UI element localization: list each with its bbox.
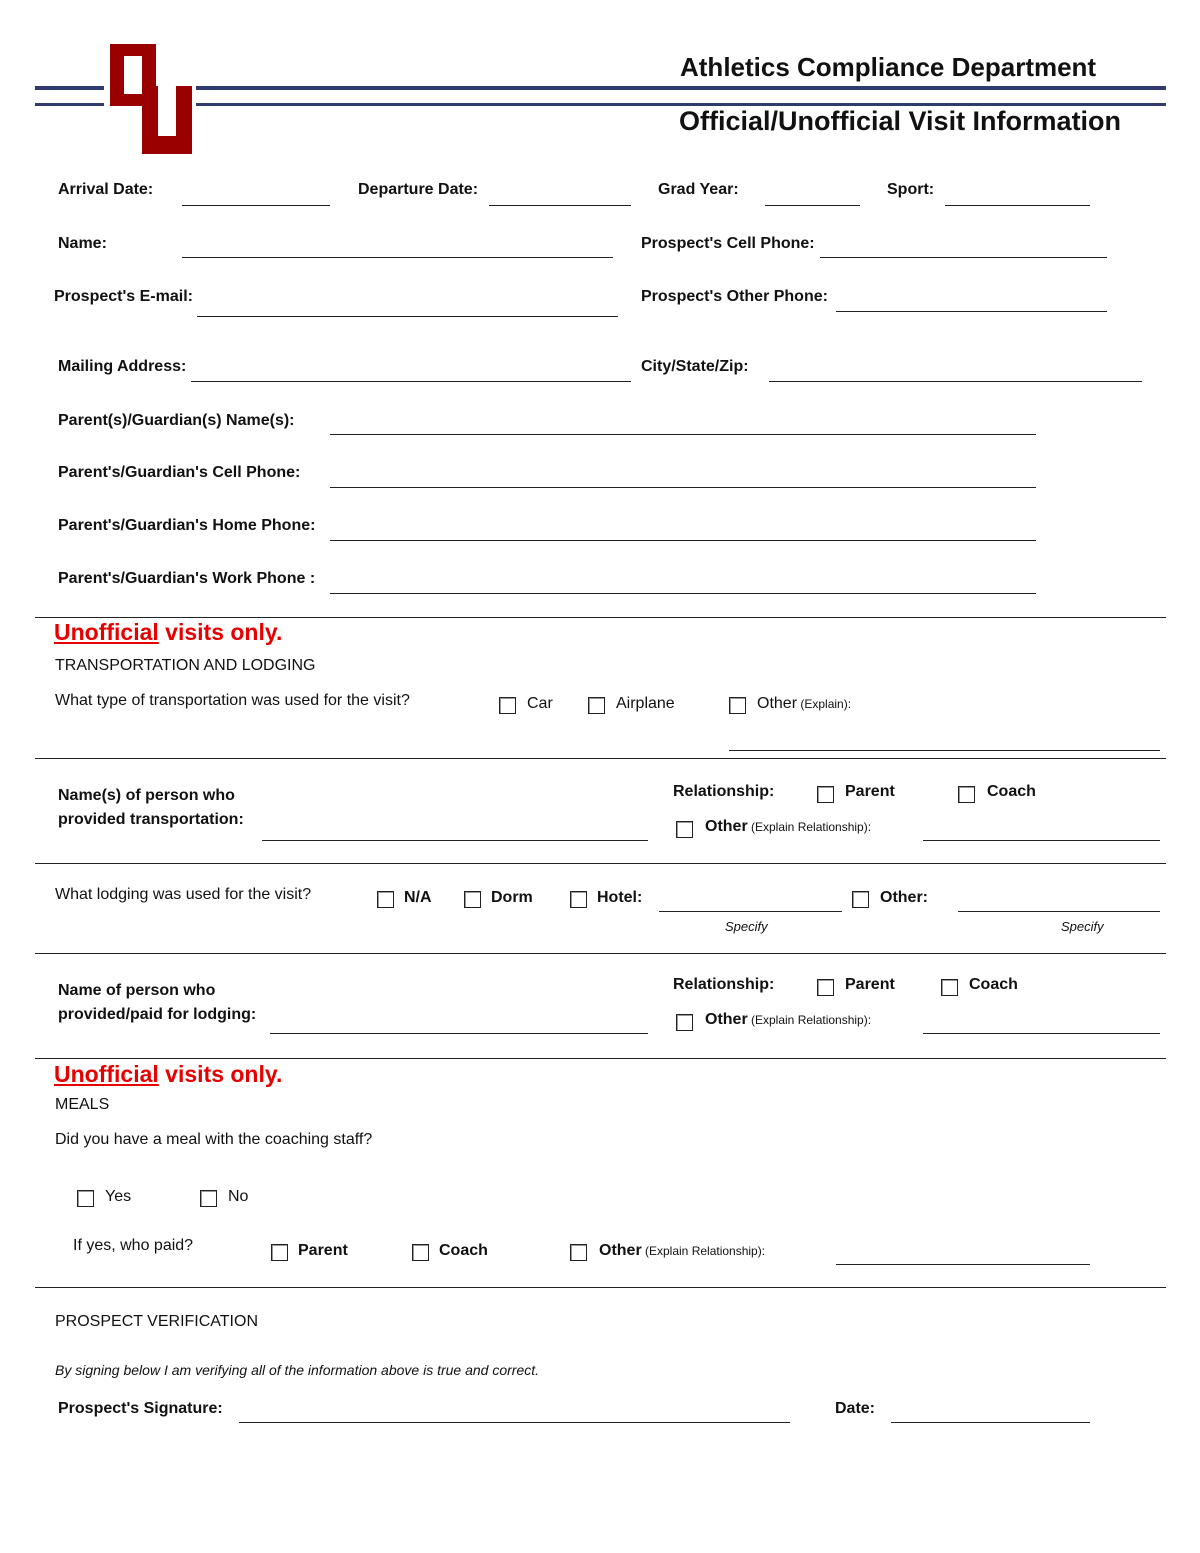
- transport-coach-checkbox[interactable]: [958, 786, 975, 803]
- lodging-relationship-label: Relationship:: [673, 976, 775, 993]
- meal-yes-label: Yes: [105, 1188, 132, 1205]
- city-state-zip-field[interactable]: [769, 381, 1142, 382]
- grad-year-label: Grad Year:: [658, 181, 739, 198]
- parent-cell-label: Parent's/Guardian's Cell Phone:: [58, 464, 301, 481]
- other-note: (Explain Relationship):: [641, 1244, 766, 1258]
- parent-work-label: Parent's/Guardian's Work Phone :: [58, 570, 316, 587]
- paid-coach-label: Coach: [439, 1242, 488, 1259]
- notice-keyword: Unofficial: [54, 619, 159, 645]
- lodging-hotel-checkbox[interactable]: [570, 891, 587, 908]
- verification-section-title: PROSPECT VERIFICATION: [55, 1313, 258, 1330]
- transport-provider-field[interactable]: [262, 840, 648, 841]
- lodging-provider-field[interactable]: [270, 1033, 648, 1034]
- email-label: Prospect's E-mail:: [54, 288, 193, 305]
- parent-cell-field[interactable]: [330, 487, 1036, 488]
- lodging-other-checkbox[interactable]: [852, 891, 869, 908]
- lodging-na-checkbox[interactable]: [377, 891, 394, 908]
- other-note: (Explain Relationship):: [747, 820, 872, 834]
- lodging-hotel-label: Hotel:: [597, 889, 643, 906]
- notice-keyword: Unofficial: [54, 1061, 159, 1087]
- transport-rel-other-checkbox[interactable]: [676, 821, 693, 838]
- verification-statement: By signing below I am verifying all of the information above is true and correct.: [55, 1362, 540, 1378]
- section-divider: [35, 953, 1166, 954]
- meal-yes-checkbox[interactable]: [77, 1190, 94, 1207]
- lodging-other-label: Other:: [880, 889, 928, 906]
- transport-coach-label: Coach: [987, 783, 1036, 800]
- meals-question: Did you have a meal with the coaching staff?: [55, 1131, 373, 1148]
- mailing-address-label: Mailing Address:: [58, 358, 187, 375]
- transport-provider-label-2: provided transportation:: [58, 811, 244, 828]
- arrival-date-field[interactable]: [182, 205, 330, 206]
- lodging-parent-label: Parent: [845, 976, 895, 993]
- transport-parent-label: Parent: [845, 783, 895, 800]
- other-text: Other: [705, 818, 748, 835]
- section-divider: [35, 617, 1166, 618]
- paid-parent-label: Parent: [298, 1242, 348, 1259]
- signature-date-label: Date:: [835, 1400, 876, 1417]
- transport-rel-other-field[interactable]: [923, 840, 1160, 841]
- arrival-date-label: Arrival Date:: [58, 181, 154, 198]
- lodging-coach-label: Coach: [969, 976, 1018, 993]
- lodging-parent-checkbox[interactable]: [817, 979, 834, 996]
- unofficial-notice-meals: [54, 1061, 282, 1088]
- who-paid-label: If yes, who paid?: [73, 1237, 194, 1254]
- mailing-address-field[interactable]: [191, 381, 631, 382]
- lodging-provider-label-2: provided/paid for lodging:: [58, 1006, 257, 1023]
- hotel-specify-hint: Specify: [725, 919, 768, 934]
- section-divider: [35, 758, 1166, 759]
- notice-rest: visits only.: [158, 619, 283, 645]
- transport-other-label: [757, 695, 851, 713]
- notice-rest: visits only.: [158, 1061, 283, 1087]
- lodging-na-label: N/A: [404, 889, 432, 906]
- transport-rel-other-label: [705, 818, 871, 836]
- cell-phone-field[interactable]: [820, 257, 1107, 258]
- transport-relationship-label: Relationship:: [673, 783, 775, 800]
- paid-parent-checkbox[interactable]: [271, 1244, 288, 1261]
- lodging-rel-other-label: [705, 1011, 871, 1029]
- meal-no-checkbox[interactable]: [200, 1190, 217, 1207]
- departure-date-field[interactable]: [489, 205, 631, 206]
- email-field[interactable]: [197, 316, 618, 317]
- lodging-dorm-checkbox[interactable]: [464, 891, 481, 908]
- grad-year-field[interactable]: [765, 205, 860, 206]
- paid-other-field[interactable]: [836, 1264, 1090, 1265]
- other-text: Other: [599, 1242, 642, 1259]
- other-note: (Explain Relationship):: [747, 1013, 872, 1027]
- other-specify-hint: Specify: [1061, 919, 1104, 934]
- other-phone-field[interactable]: [836, 311, 1107, 312]
- departure-date-label: Departure Date:: [358, 181, 479, 198]
- meal-no-label: No: [228, 1188, 249, 1205]
- signature-date-field[interactable]: [891, 1422, 1090, 1423]
- airplane-checkbox[interactable]: [588, 697, 605, 714]
- car-checkbox[interactable]: [499, 697, 516, 714]
- section-divider: [35, 1287, 1166, 1288]
- paid-coach-checkbox[interactable]: [412, 1244, 429, 1261]
- lodging-hotel-field[interactable]: [659, 911, 842, 912]
- sport-field[interactable]: [945, 205, 1090, 206]
- parent-names-label: Parent(s)/Guardian(s) Name(s):: [58, 412, 295, 429]
- department-title: Athletics Compliance Department: [680, 52, 1097, 82]
- parent-home-field[interactable]: [330, 540, 1036, 541]
- city-state-zip-label: City/State/Zip:: [641, 358, 749, 375]
- paid-other-label: [599, 1242, 765, 1260]
- lodging-question: What lodging was used for the visit?: [55, 886, 312, 903]
- transport-other-checkbox[interactable]: [729, 697, 746, 714]
- lodging-other-field[interactable]: [958, 911, 1160, 912]
- paid-other-checkbox[interactable]: [570, 1244, 587, 1261]
- parent-work-field[interactable]: [330, 593, 1036, 594]
- other-text: Other: [757, 695, 798, 712]
- lodging-rel-other-field[interactable]: [923, 1033, 1160, 1034]
- lodging-rel-other-checkbox[interactable]: [676, 1014, 693, 1031]
- cell-phone-label: Prospect's Cell Phone:: [641, 235, 815, 252]
- parent-home-label: Parent's/Guardian's Home Phone:: [58, 517, 316, 534]
- sport-label: Sport:: [887, 181, 935, 198]
- signature-label: Prospect's Signature:: [58, 1400, 223, 1417]
- name-label: Name:: [58, 235, 107, 252]
- transport-parent-checkbox[interactable]: [817, 786, 834, 803]
- other-phone-label: Prospect's Other Phone:: [641, 288, 828, 305]
- ou-logo: [104, 36, 196, 158]
- meals-section-title: MEALS: [55, 1096, 110, 1113]
- transportation-section-title: TRANSPORTATION AND LODGING: [55, 657, 316, 674]
- name-field[interactable]: [182, 257, 613, 258]
- lodging-dorm-label: Dorm: [491, 889, 533, 906]
- other-text: Other: [705, 1011, 748, 1028]
- car-label: Car: [527, 695, 553, 712]
- parent-names-field[interactable]: [330, 434, 1036, 435]
- section-divider: [35, 863, 1166, 864]
- transport-other-field[interactable]: [729, 750, 1160, 751]
- lodging-coach-checkbox[interactable]: [941, 979, 958, 996]
- form-title: Official/Unofficial Visit Information: [679, 106, 1122, 136]
- transport-question: What type of transportation was used for the visit?: [55, 692, 410, 709]
- signature-field[interactable]: [239, 1422, 790, 1423]
- lodging-provider-label-1: Name of person who: [58, 982, 216, 999]
- unofficial-notice-transport: [54, 619, 282, 646]
- header-rule-top: [35, 86, 1166, 90]
- section-divider: [35, 1058, 1166, 1059]
- other-note: (Explain):: [797, 697, 852, 711]
- airplane-label: Airplane: [616, 695, 675, 712]
- transport-provider-label-1: Name(s) of person who: [58, 787, 235, 804]
